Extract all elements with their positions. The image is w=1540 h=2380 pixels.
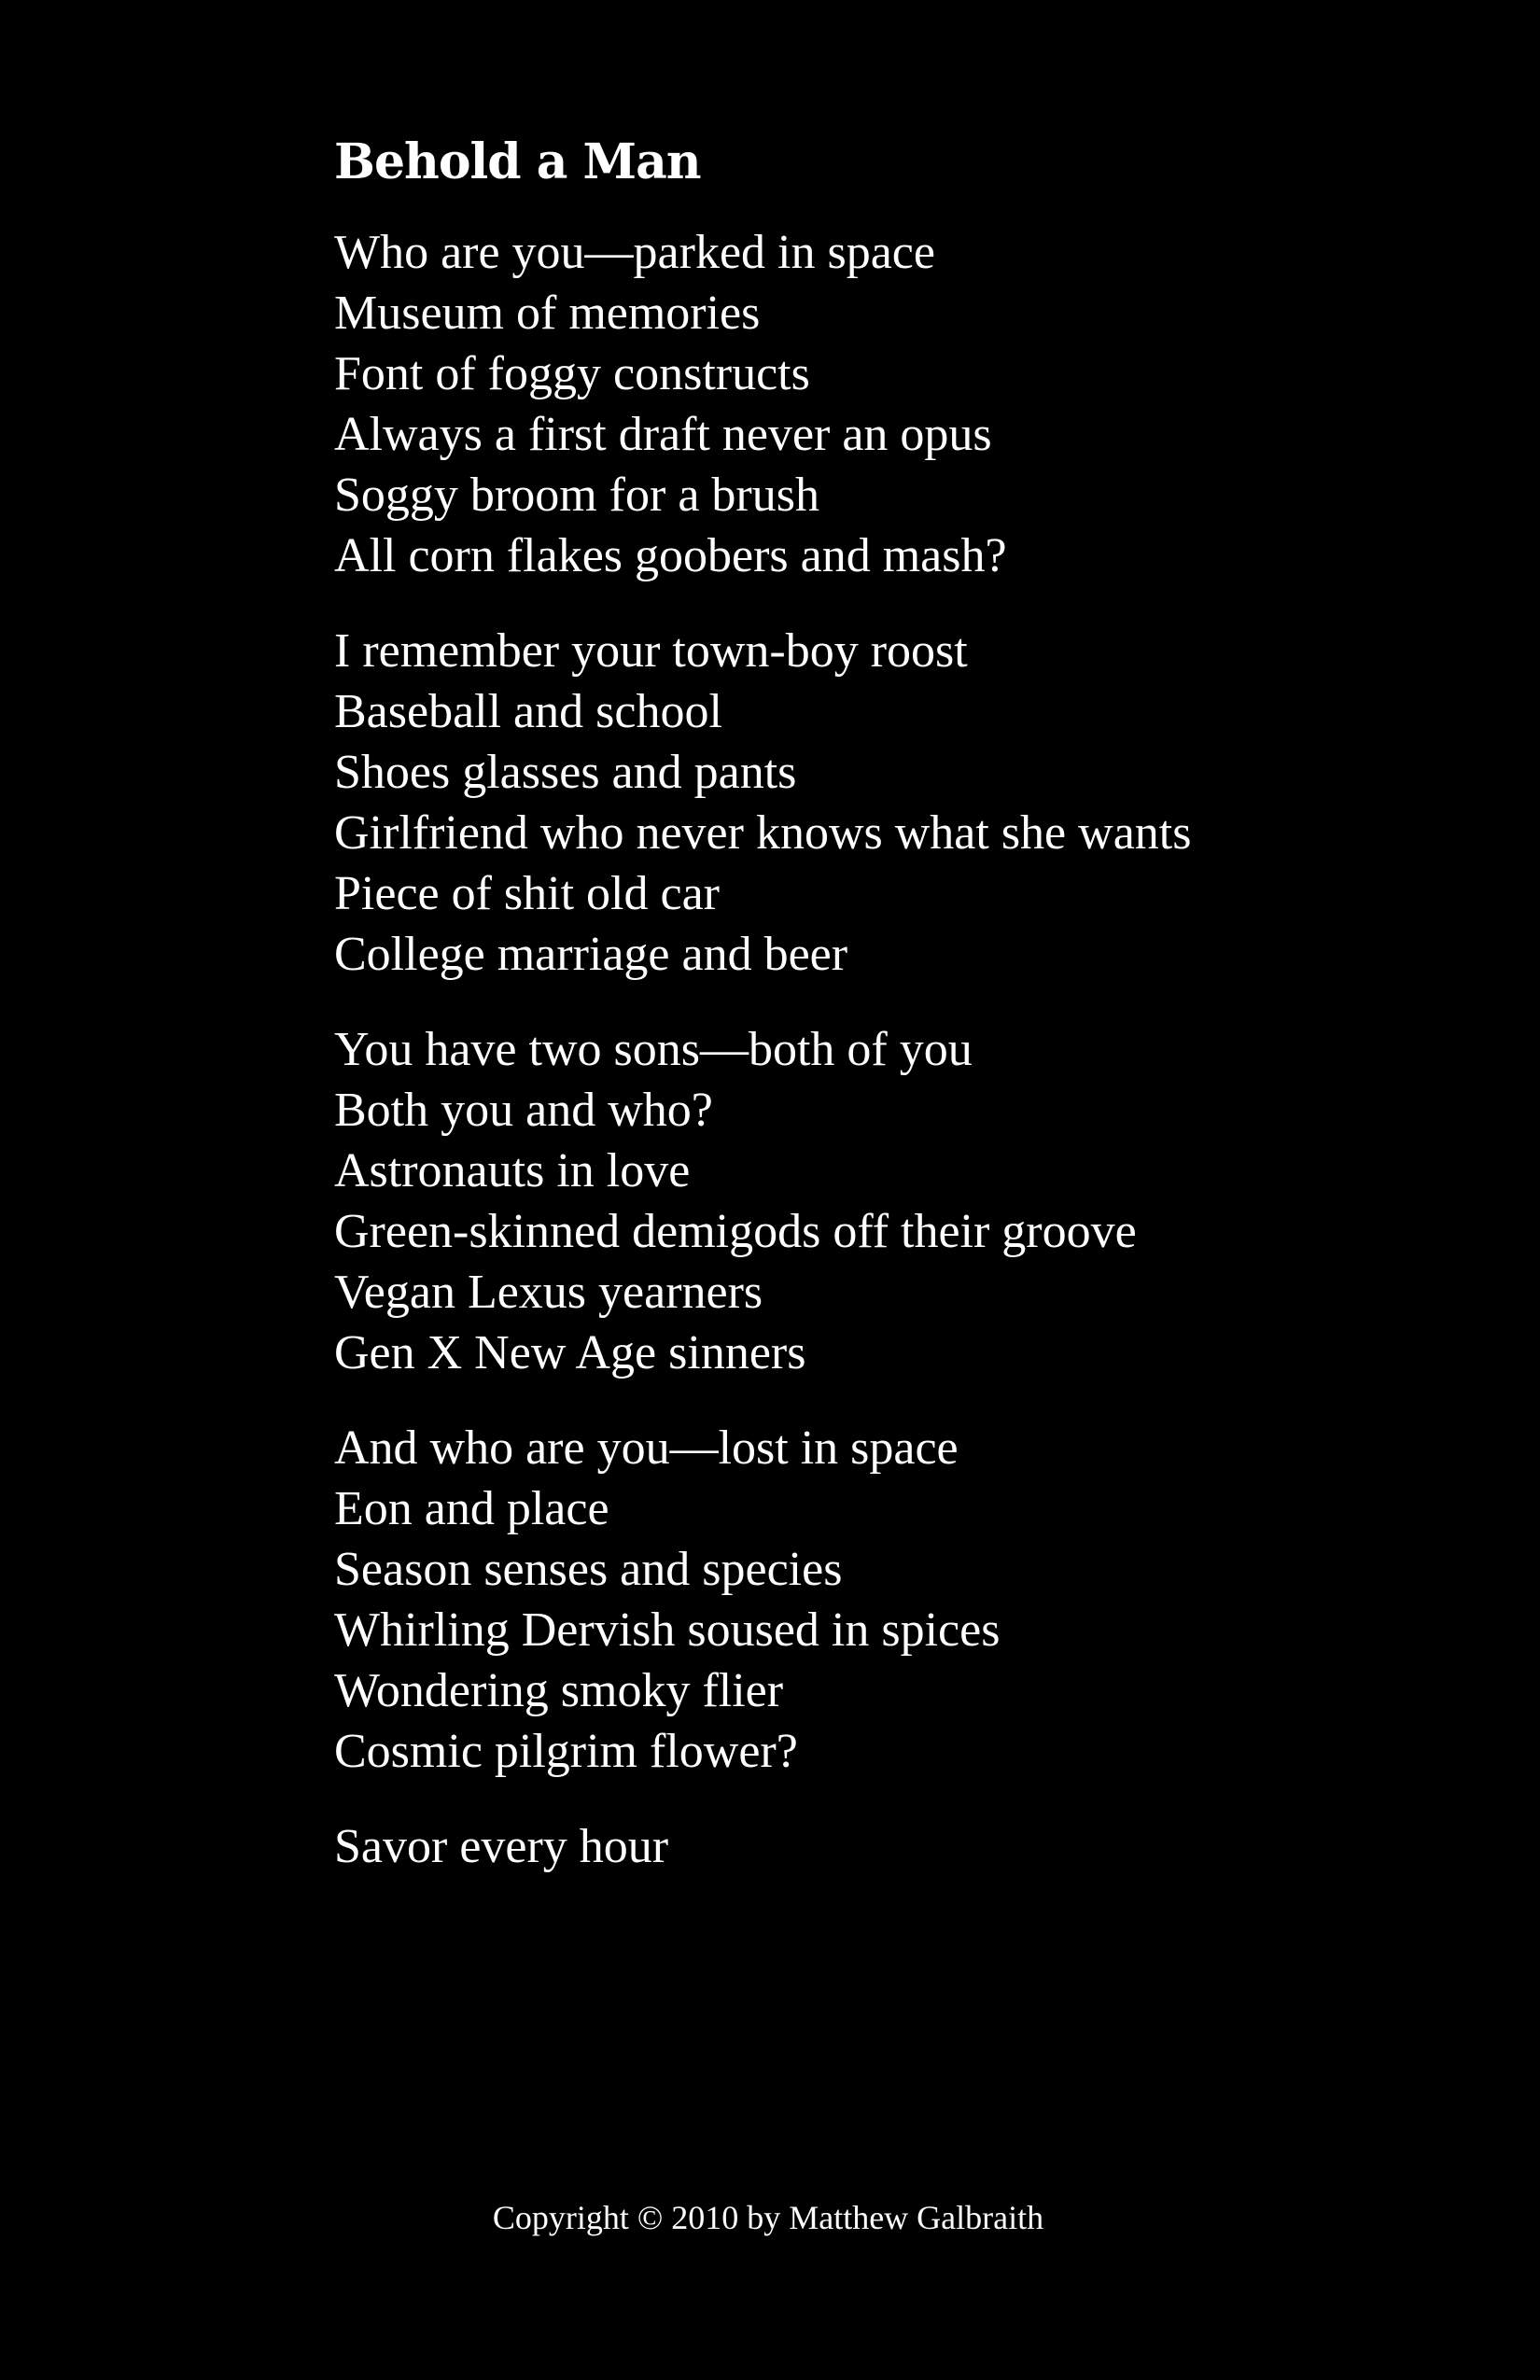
poem-line: Girlfriend who never knows what she wants (334, 806, 1192, 860)
poem-line: You have two sons—both of you (334, 1023, 973, 1076)
poem-line: Whirling Dervish soused in spices (334, 1603, 1001, 1657)
poem-line: Piece of shit old car (334, 867, 720, 920)
poem-line: Green-skinned demigods off their groove (334, 1205, 1137, 1258)
poem-line: Eon and place (334, 1482, 609, 1535)
poem-line: Astronauts in love (334, 1144, 691, 1197)
poem-line: Cosmic pilgrim flower? (334, 1725, 798, 1778)
poem-line: Always a first draft never an opus (334, 408, 992, 461)
poem-line: Who are you—parked in space (334, 226, 935, 279)
poem-line: College marriage and beer (334, 928, 848, 981)
stanza-5 (334, 1816, 1454, 1877)
poem (334, 129, 1454, 1911)
poem-line: Savor every hour (334, 1820, 669, 1873)
poem-line: Museum of memories (334, 287, 761, 340)
poem-line: Both you and who? (334, 1084, 713, 1137)
poem-line: And who are you—lost in space (334, 1421, 959, 1475)
poem-line: All corn flakes goobers and mash? (334, 529, 1007, 582)
poem-line: Wondering smoky flier (334, 1664, 784, 1717)
poem-line: Season senses and species (334, 1543, 843, 1596)
poem-line: Soggy broom for a brush (334, 469, 819, 522)
copyright-notice (0, 2197, 1540, 2238)
poem-line: Vegan Lexus yearners (334, 1266, 763, 1319)
poem-line: Baseball and school (334, 685, 722, 738)
stanza-2 (334, 621, 1454, 985)
poem-line: Font of foggy constructs (334, 347, 810, 400)
stanza-1 (334, 222, 1454, 586)
stanza-4 (334, 1418, 1454, 1782)
poem-line: I remember your town-boy roost (334, 624, 968, 678)
copyright-text: Copyright © 2010 by Matthew Galbraith (492, 2199, 1044, 2236)
poem-title: Behold a Man (334, 133, 701, 190)
stanza-3 (334, 1019, 1454, 1383)
poem-line: Gen X New Age sinners (334, 1326, 806, 1379)
poem-line: Shoes glasses and pants (334, 746, 797, 799)
